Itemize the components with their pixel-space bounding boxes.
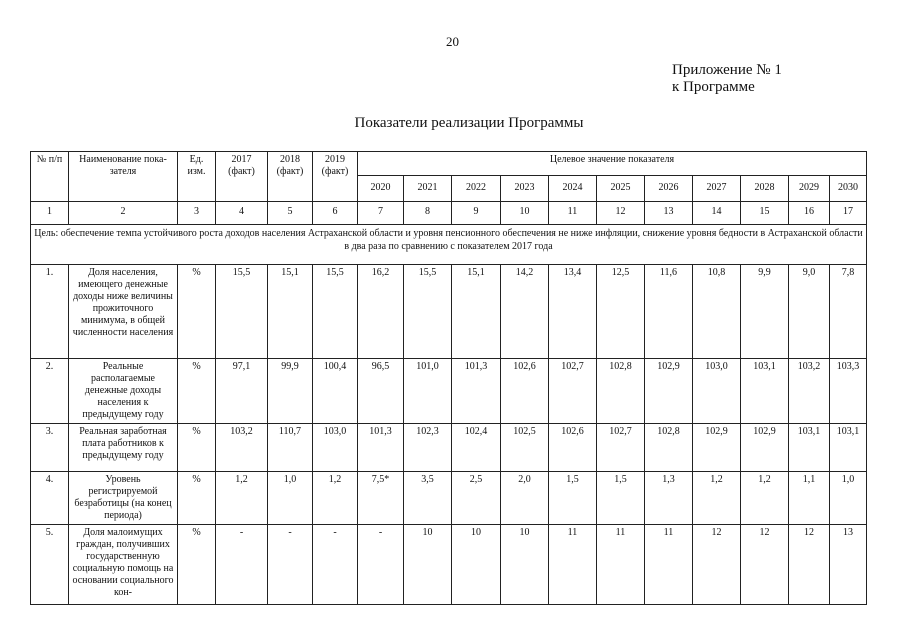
indicator-row xyxy=(31,424,867,472)
header-unit: Ед. изм. xyxy=(178,152,216,202)
value-cell: - xyxy=(268,525,313,605)
value-cell: 102,7 xyxy=(549,359,597,424)
column-number: 6 xyxy=(313,202,358,225)
value-cell: 102,6 xyxy=(501,359,549,424)
value-cell: 7,8 xyxy=(830,265,867,359)
indicator-name: Доля населения, имеющего денежные доходы ниже величины прожиточного минимума, в общей численности населения xyxy=(69,265,178,359)
value-cell: 12 xyxy=(741,525,789,605)
value-cell: 15,1 xyxy=(452,265,501,359)
unit-cell: % xyxy=(178,359,216,424)
value-cell: 1,0 xyxy=(268,472,313,525)
column-number: 8 xyxy=(404,202,452,225)
header-2018: 2018 (факт) xyxy=(268,152,313,202)
indicator-name: Реальная заработная плата работников к предыдущему году xyxy=(69,424,178,472)
value-cell: 15,5 xyxy=(313,265,358,359)
value-cell: 1,0 xyxy=(830,472,867,525)
indicators-table xyxy=(30,151,867,605)
value-cell: 9,0 xyxy=(789,265,830,359)
value-cell: 1,1 xyxy=(789,472,830,525)
value-cell: - xyxy=(358,525,404,605)
value-cell: 103,2 xyxy=(789,359,830,424)
target-year: 2028 xyxy=(741,176,789,202)
unit-cell: % xyxy=(178,265,216,359)
value-cell: 10 xyxy=(501,525,549,605)
value-cell: 1,3 xyxy=(645,472,693,525)
value-cell: 97,1 xyxy=(216,359,268,424)
indicator-row xyxy=(31,359,867,424)
value-cell: 12 xyxy=(693,525,741,605)
value-cell: 102,8 xyxy=(645,424,693,472)
indicator-name: Уровень регистрируемой безработицы (на конец периода) xyxy=(69,472,178,525)
value-cell: 2,0 xyxy=(501,472,549,525)
goal-row xyxy=(31,225,867,265)
value-cell: 102,9 xyxy=(693,424,741,472)
value-cell: 15,1 xyxy=(268,265,313,359)
unit-cell: % xyxy=(178,472,216,525)
appendix-line-1: Приложение № 1 xyxy=(672,62,782,78)
value-cell: 103,1 xyxy=(741,359,789,424)
target-year: 2026 xyxy=(645,176,693,202)
value-cell: 2,5 xyxy=(452,472,501,525)
value-cell: 1,5 xyxy=(549,472,597,525)
header-name: Наименование пока- зателя xyxy=(69,152,178,202)
row-number: 1. xyxy=(31,265,69,359)
value-cell: 13,4 xyxy=(549,265,597,359)
value-cell: 103,0 xyxy=(313,424,358,472)
indicator-row xyxy=(31,265,867,359)
value-cell: 11 xyxy=(549,525,597,605)
header-target: Целевое значение показателя xyxy=(358,152,867,176)
value-cell: 11 xyxy=(597,525,645,605)
target-year: 2030 xyxy=(830,176,867,202)
value-cell: 103,1 xyxy=(789,424,830,472)
column-number: 2 xyxy=(69,202,178,225)
column-number: 4 xyxy=(216,202,268,225)
row-number: 3. xyxy=(31,424,69,472)
value-cell: 11 xyxy=(645,525,693,605)
unit-cell: % xyxy=(178,424,216,472)
value-cell: 9,9 xyxy=(741,265,789,359)
target-year: 2021 xyxy=(404,176,452,202)
value-cell: 102,7 xyxy=(597,424,645,472)
header-row xyxy=(31,152,867,176)
value-cell: 3,5 xyxy=(404,472,452,525)
row-number: 4. xyxy=(31,472,69,525)
value-cell: 103,3 xyxy=(830,359,867,424)
column-number: 1 xyxy=(31,202,69,225)
column-number: 7 xyxy=(358,202,404,225)
value-cell: - xyxy=(313,525,358,605)
value-cell: 15,5 xyxy=(404,265,452,359)
column-number: 3 xyxy=(178,202,216,225)
target-year: 2024 xyxy=(549,176,597,202)
value-cell: 102,4 xyxy=(452,424,501,472)
target-year: 2022 xyxy=(452,176,501,202)
value-cell: 102,9 xyxy=(645,359,693,424)
value-cell: 102,8 xyxy=(597,359,645,424)
column-number: 10 xyxy=(501,202,549,225)
column-number: 5 xyxy=(268,202,313,225)
target-year: 2025 xyxy=(597,176,645,202)
value-cell: 1,2 xyxy=(216,472,268,525)
goal-text: Цель: обеспечение темпа устойчивого роста доходов населения Астраханской области и уровня пенсионного обеспечения не ниже инфляции, снижение уровня бедности в Астраханской области в два раза по сравнению с показателем 2017 года xyxy=(31,225,867,265)
value-cell: 102,3 xyxy=(404,424,452,472)
unit-cell: % xyxy=(178,525,216,605)
indicator-row xyxy=(31,472,867,525)
column-number-row xyxy=(31,202,867,225)
value-cell: 13 xyxy=(830,525,867,605)
column-number: 17 xyxy=(830,202,867,225)
value-cell: 1,5 xyxy=(597,472,645,525)
value-cell: 103,2 xyxy=(216,424,268,472)
value-cell: 10,8 xyxy=(693,265,741,359)
header-num: № п/п xyxy=(31,152,69,202)
header-2017: 2017 (факт) xyxy=(216,152,268,202)
value-cell: 99,9 xyxy=(268,359,313,424)
value-cell: 7,5* xyxy=(358,472,404,525)
value-cell: 103,0 xyxy=(693,359,741,424)
value-cell: 101,0 xyxy=(404,359,452,424)
value-cell: 1,2 xyxy=(693,472,741,525)
value-cell: 1,2 xyxy=(313,472,358,525)
row-number: 2. xyxy=(31,359,69,424)
row-number: 5. xyxy=(31,525,69,605)
value-cell: 10 xyxy=(452,525,501,605)
column-number: 12 xyxy=(597,202,645,225)
indicator-name: Реальные располагаемые денежные доходы населения к предыдущему году xyxy=(69,359,178,424)
value-cell: 11,6 xyxy=(645,265,693,359)
indicator-row xyxy=(31,525,867,605)
value-cell: 102,6 xyxy=(549,424,597,472)
indicator-name: Доля малоимущих граждан, получивших государственную социальную помощь на основании социального кон- xyxy=(69,525,178,605)
target-year: 2027 xyxy=(693,176,741,202)
column-number: 14 xyxy=(693,202,741,225)
value-cell: 101,3 xyxy=(452,359,501,424)
value-cell: 103,1 xyxy=(830,424,867,472)
value-cell: 12 xyxy=(789,525,830,605)
value-cell: 15,5 xyxy=(216,265,268,359)
value-cell: 16,2 xyxy=(358,265,404,359)
header-2019: 2019 (факт) xyxy=(313,152,358,202)
value-cell: - xyxy=(216,525,268,605)
column-number: 11 xyxy=(549,202,597,225)
value-cell: 10 xyxy=(404,525,452,605)
value-cell: 102,5 xyxy=(501,424,549,472)
column-number: 9 xyxy=(452,202,501,225)
column-number: 15 xyxy=(741,202,789,225)
target-year: 2023 xyxy=(501,176,549,202)
value-cell: 1,2 xyxy=(741,472,789,525)
column-number: 13 xyxy=(645,202,693,225)
target-year: 2029 xyxy=(789,176,830,202)
value-cell: 101,3 xyxy=(358,424,404,472)
value-cell: 12,5 xyxy=(597,265,645,359)
value-cell: 100,4 xyxy=(313,359,358,424)
column-number: 16 xyxy=(789,202,830,225)
document-title: Показатели реализации Программы xyxy=(354,115,584,131)
value-cell: 96,5 xyxy=(358,359,404,424)
value-cell: 14,2 xyxy=(501,265,549,359)
appendix-line-2: к Программе xyxy=(672,79,755,95)
target-year: 2020 xyxy=(358,176,404,202)
value-cell: 102,9 xyxy=(741,424,789,472)
value-cell: 110,7 xyxy=(268,424,313,472)
appendix-caption xyxy=(672,62,782,96)
page-number: 20 xyxy=(446,34,459,49)
